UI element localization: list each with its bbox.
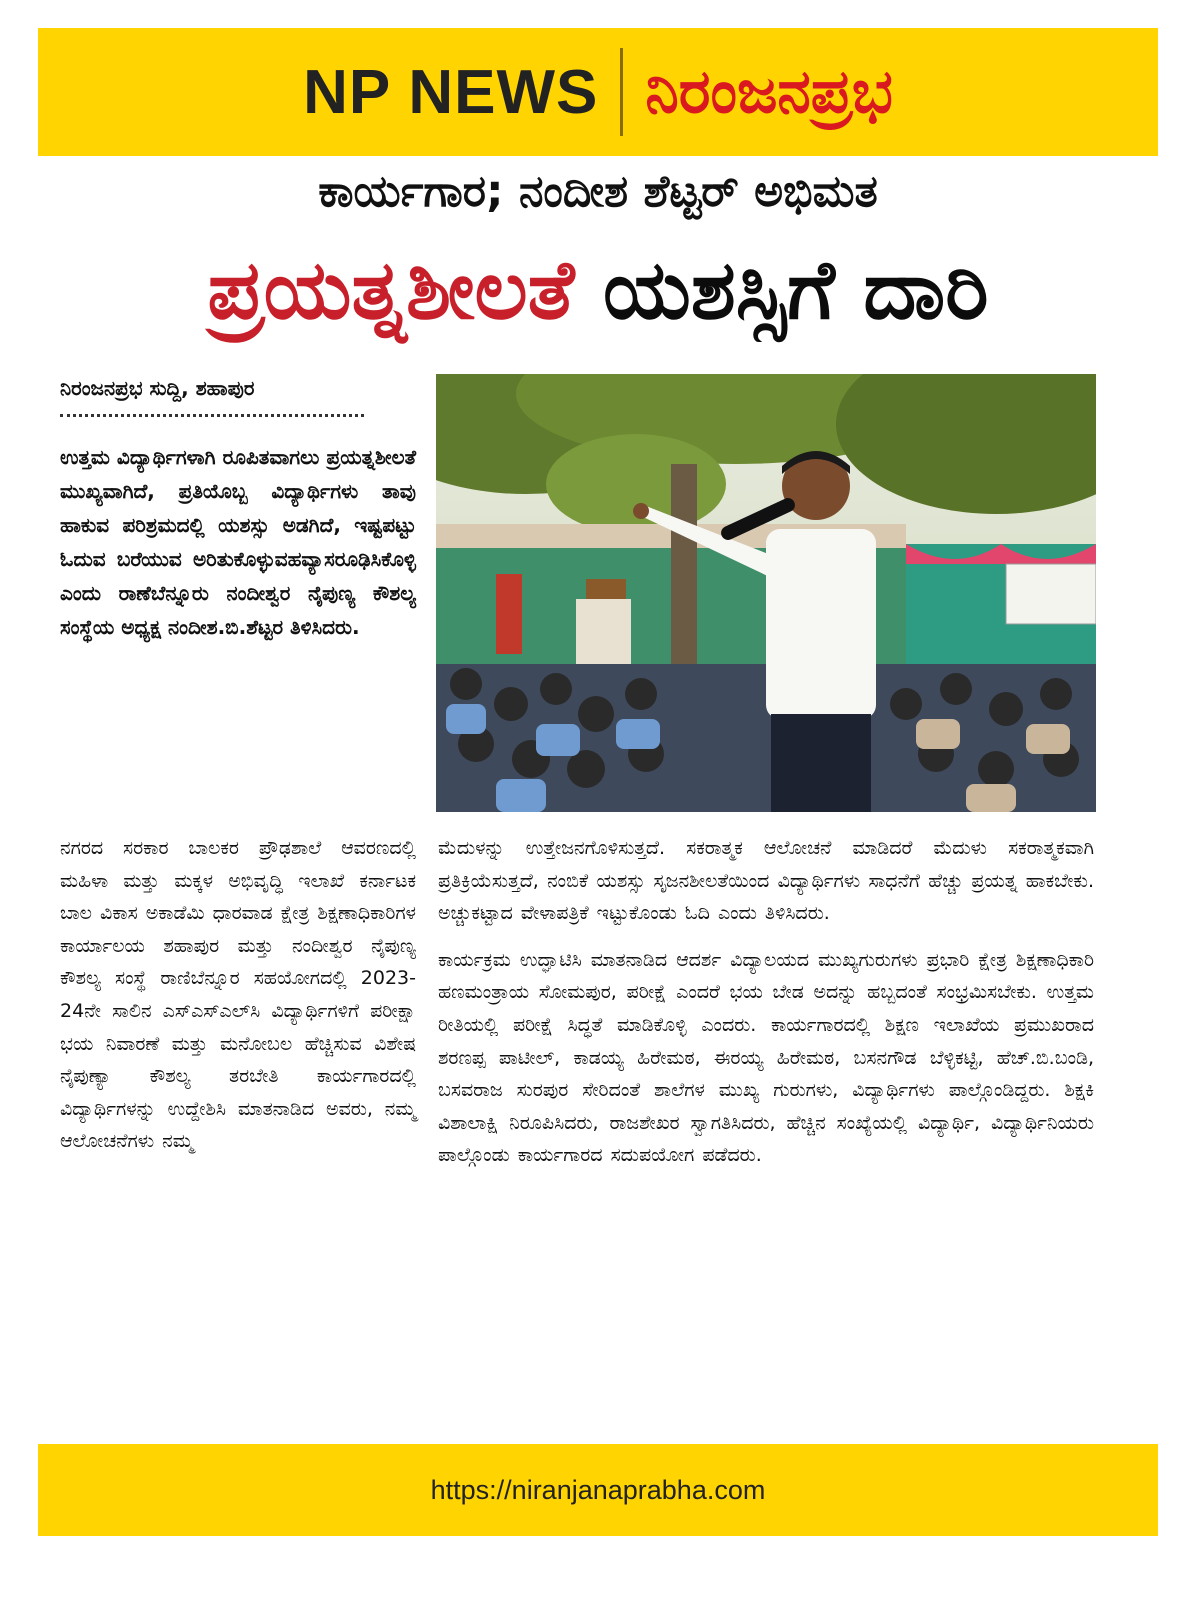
footer-bar — [38, 1444, 1158, 1536]
lead-paragraph: ಉತ್ತಮ ವಿದ್ಯಾರ್ಥಿಗಳಾಗಿ ರೂಪಿತವಾಗಲು ಪ್ರಯತ್ನಶೀಲತೆ ಮುಖ್ಯವಾಗಿದೆ, ಪ್ರತಿಯೊಬ್ಬ ವಿದ್ಯಾರ್ಥಿಗಳು ತಾವು ಹಾಕುವ ಪರಿಶ್ರಮದಲ್ಲಿ ಯಶಸ್ಸು ಅಡಗಿದೆ, ಇಷ್ಟಪಟ್ಟು ಓದುವ ಬರೆಯುವ ಅರಿತುಕೊಳ್ಳುವಹವ್ಯಾಸರೂಢಿಸಿಕೊಳ್ಳಿ ಎಂದು ರಾಣೆಬೆನ್ನೂರು ನಂದೀಶ್ವರ ನೈಪುಣ್ಯ ಕೌಶಲ್ಯ ಸಂಸ್ಥೆಯ ಅಧ್ಯಕ್ಷ ನಂದೀಶ.ಬಿ.ಶೆಟ್ಟರ ತಿಳಿಸಿದರು. — [60, 445, 416, 639]
brand-divider — [620, 48, 623, 136]
masthead — [38, 28, 1158, 156]
brand-name-english: NP NEWS — [303, 57, 599, 127]
dateline-divider — [60, 414, 364, 417]
headline-black-part: ಯಶಸ್ಸಿಗೆ ದಾರಿ — [602, 243, 989, 338]
body-paragraph-2: ಕಾರ್ಯಕ್ರಮ ಉದ್ಘಾಟಿಸಿ ಮಾತನಾಡಿದ ಆದರ್ಶ ವಿದ್ಯಾಲಯದ ಮುಖ್ಯಗುರುಗಳು ಪ್ರಭಾರಿ ಕ್ಷೇತ್ರ ಶಿಕ್ಷಣಾಧಿಕಾರಿ ಹಣಮಂತ್ರಾಯ ಸೋಮಪುರ, ಪರೀಕ್ಷೆ ಎಂದರೆ ಭಯ ಬೇಡ ಅದನ್ನು ಹಬ್ಬದಂತೆ ಸಂಭ್ರಮಿಸಬೇಕು. ಉತ್ತಮ ರೀತಿಯಲ್ಲಿ ಪರೀಕ್ಷೆ ಸಿದ್ಧತೆ ಮಾಡಿಕೊಳ್ಳಿ ಎಂದರು. ಕಾರ್ಯಗಾರದಲ್ಲಿ ಶಿಕ್ಷಣ ಇಲಾಖೆಯ ಪ್ರಮುಖರಾದ ಶರಣಪ್ಪ ಪಾಟೀಲ್, ಕಾಡಯ್ಯ ಹಿರೇಮಠ, ಈರಯ್ಯ ಹಿರೇಮಠ, ಬಸನಗೌಡ ಬೆಳ್ಳಿಕಟ್ಟಿ, ಹೆಚ್.ಬಿ.ಬಂಡಿ, ಬಸವರಾಜ ಸುರಪುರ ಸೇರಿದಂತೆ ಶಾಲೆಗಳ ಮುಖ್ಯ ಗುರುಗಳು, ವಿದ್ಯಾರ್ಥಿಗಳು ಪಾಲ್ಗೊಂಡಿದ್ದರು. ಶಿಕ್ಷಕಿ ವಿಶಾಲಾಕ್ಷಿ ನಿರೂಪಿಸಿದರು, ರಾಜಶೇಖರ ಸ್ವಾಗತಿಸಿದರು, ಹೆಚ್ಚಿನ ಸಂಖ್ಯೆಯಲ್ಲಿ ವಿದ್ಯಾರ್ಥಿ, ವಿದ್ಯಾರ್ಥಿನಿಯರು ಪಾಲ್ಗೊಂಡು ಕಾರ್ಯಗಾರದ ಸದುಪಯೋಗ ಪಡೆದರು. — [438, 948, 1094, 1167]
article-photo — [436, 374, 1096, 812]
body-column-right — [438, 832, 1094, 1172]
dateline: ನಿರಂಜನಪ್ರಭ ಸುದ್ದಿ, ಶಹಾಪುರ — [60, 376, 255, 400]
headline-red-part: ಪ್ರಯತ್ನಶೀಲತೆ — [207, 243, 575, 338]
brand-name-kannada: ನಿರಂಜನಪ್ರಭ — [645, 57, 893, 127]
website-link[interactable]: https://niranjanaprabha.com — [430, 1474, 766, 1505]
body-paragraph-1: ಮೆದುಳನ್ನು ಉತ್ತೇಜನಗೊಳಿಸುತ್ತದೆ. ಸಕರಾತ್ಮಕ ಆಲೋಚನೆ ಮಾಡಿದರೆ ಮೆದುಳು ಸಕರಾತ್ಮಕವಾಗಿ ಪ್ರತಿಕ್ರಿಯೆಸುತ್ತದೆ, ನಂಬಿಕೆ ಯಶಸ್ಸು ಸೃಜನಶೀಲತೆಯಿಂದ ವಿದ್ಯಾರ್ಥಿಗಳು ಸಾಧನೆಗೆ ಹೆಚ್ಚು ಪ್ರಯತ್ನ ಹಾಕಬೇಕು. ಅಚ್ಚುಕಟ್ಟಾದ ವೇಳಾಪತ್ರಿಕೆ ಇಟ್ಟುಕೊಂಡು ಓದಿ ಎಂದು ತಿಳಿಸಿದರು. — [438, 837, 1094, 925]
article-kicker: ಕಾರ್ಯಗಾರ; ನಂದೀಶ ಶೆಟ್ಟರ್ ಅಭಿಮತ — [318, 166, 878, 217]
body-column-left: ನಗರದ ಸರಕಾರ ಬಾಲಕರ ಪ್ರೌಢಶಾಲೆ ಆವರಣದಲ್ಲಿ ಮಹಿಳಾ ಮತ್ತು ಮಕ್ಕಳ ಅಭಿವೃದ್ಧಿ ಇಲಾಖೆ ಕರ್ನಾಟಕ ಬಾಲ ವಿಕಾಸ ಅಕಾಡೆಮಿ ಧಾರವಾಡ ಕ್ಷೇತ್ರ ಶಿಕ್ಷಣಾಧಿಕಾರಿಗಳ ಕಾರ್ಯಾಲಯ ಶಹಾಪುರ ಮತ್ತು ನಂದೀಶ್ವರ ನೈಪುಣ್ಯ ಕೌಶಲ್ಯ ಸಂಸ್ಥೆ ರಾಣಿಬೆನ್ನೂರ ಸಹಯೋಗದಲ್ಲಿ 2023-24ನೇ ಸಾಲಿನ ಎಸ್‌ಎಸ್‌ಎಲ್‌ಸಿ ವಿದ್ಯಾರ್ಥಿಗಳಿಗೆ ಪರೀಕ್ಷಾ ಭಯ ನಿವಾರಣೆ ಮತ್ತು ಮನೋಬಲ ಹೆಚ್ಚಿಸುವ ವಿಶೇಷ ನೈಪುಣ್ಯಾ ಕೌಶಲ್ಯ ತರಬೇತಿ ಕಾರ್ಯಗಾರದಲ್ಲಿ ವಿದ್ಯಾರ್ಥಿಗಳನ್ನು ಉದ್ದೇಶಿಸಿ ಮಾತನಾಡಿದ ಅವರು, ನಮ್ಮ ಆಲೋಚನೆಗಳು ನಮ್ಮ — [60, 837, 416, 1153]
article-headline — [38, 236, 1158, 346]
